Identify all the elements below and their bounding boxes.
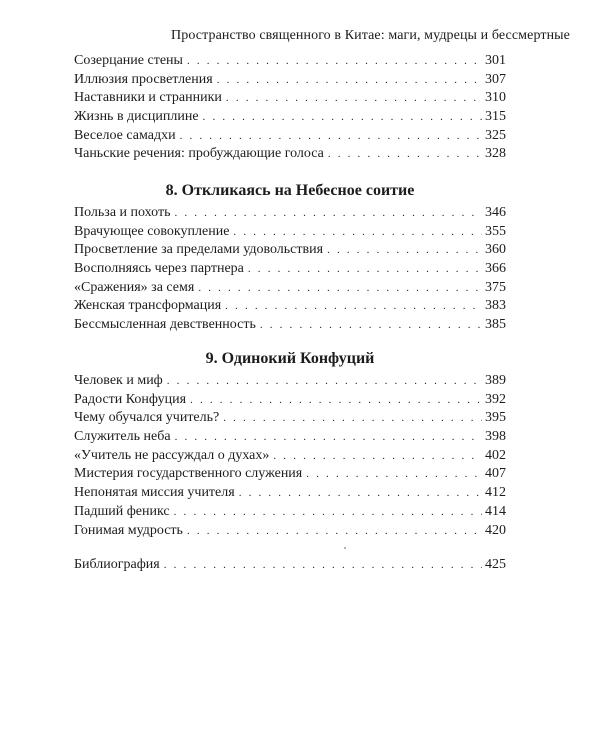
toc-entry-title: Иллюзия просветления [74,71,213,87]
toc-entry-title: Наставники и странники [74,90,222,106]
print-speck [344,547,346,549]
toc-entry-page: 420 [485,522,506,538]
toc-entry-page: 412 [485,485,506,501]
toc-entry[interactable] [74,223,506,242]
toc-entry-page: 355 [485,223,506,239]
toc-entry[interactable] [74,127,506,146]
toc-entry-page: 402 [485,447,506,463]
toc-entry-page: 414 [485,503,506,519]
dot-leader [175,428,482,447]
toc-chapter-8 [74,204,506,335]
dot-leader [327,241,482,260]
dot-leader [203,108,482,127]
dot-leader [187,52,482,71]
toc-entry[interactable] [74,297,506,316]
dot-leader [164,556,482,575]
dot-leader [217,71,482,90]
dot-leader [328,145,482,164]
toc-chapter-9 [74,372,506,540]
toc-entry-page: 375 [485,279,506,295]
toc-entry-title: Служитель неба [74,429,171,445]
dot-leader [198,279,482,298]
toc-entry-page: 360 [485,242,506,258]
toc-entry-page: 398 [485,429,506,445]
dot-leader [225,297,482,316]
toc-entry-title: Непонятая миссия учителя [74,485,235,501]
toc-entry-page: 407 [485,466,506,482]
dot-leader [174,204,482,223]
dot-leader [233,223,482,242]
toc-entry-title: Женская трансформация [74,298,222,314]
dot-leader [248,260,482,279]
toc-entry-title: Просветление за пределами удовольствия [74,242,324,258]
toc-entry[interactable] [74,145,506,164]
running-head: Пространство священного в Китае: маги, мудрецы и бессмертные [171,28,570,43]
toc-entry-title: Падший феникс [74,503,170,519]
toc-entry-title: Человек и миф [74,373,163,388]
dot-leader [180,127,482,146]
toc-entry-title: «Сражения» за семя [74,279,195,295]
toc-entry[interactable] [74,465,506,484]
toc-entry-page: 389 [485,373,506,388]
dot-leader [190,391,482,410]
dot-leader [226,89,482,108]
dot-leader [187,522,482,541]
toc-entry-page: 301 [485,53,506,68]
toc-entry-page: 307 [485,71,506,87]
dot-leader [239,484,482,503]
toc-entry-title: «Учитель не рассуждал о духах» [74,447,270,463]
toc-entry[interactable] [74,391,506,410]
chapter-9-title: 9. Одинокий Конфуций [205,350,375,367]
toc-entry[interactable] [74,484,506,503]
toc-section-continued [74,52,506,164]
toc-entry[interactable] [74,409,506,428]
toc-entry-title: Библиография [74,557,160,572]
toc-entry-page: 315 [485,109,506,125]
toc-entry-page: 385 [485,317,506,333]
toc-entry-bibliography[interactable] [74,556,506,575]
toc-entry-title: Гонимая мудрость [74,522,183,538]
toc-entry-title: Чаньские речения: пробуждающие голоса [74,146,324,162]
toc-entry-title: Жизнь в дисциплине [74,109,199,125]
toc-entry-title: Бессмысленная девственность [74,317,256,333]
toc-entry[interactable] [74,260,506,279]
toc-entry[interactable] [74,241,506,260]
toc-entry[interactable] [74,279,506,298]
toc-entry-page: 425 [485,557,506,572]
toc-entry-title: Чему обучался учитель? [74,410,220,426]
toc-entry-page: 328 [485,146,506,162]
toc-entry[interactable] [74,204,506,223]
toc-entry[interactable] [74,71,506,90]
toc-entry-page: 366 [485,261,506,277]
toc-entry[interactable] [74,108,506,127]
toc-entry[interactable] [74,447,506,466]
toc-entry-page: 310 [485,90,506,106]
toc-entry[interactable] [74,503,506,522]
toc-entry[interactable] [74,522,506,541]
toc-entry-title: Польза и похоть [74,205,171,220]
toc-entry[interactable] [74,89,506,108]
toc-entry[interactable] [74,428,506,447]
toc-entry-page: 392 [485,391,506,407]
dot-leader [306,465,482,484]
dot-leader [273,447,482,466]
toc-entry-title: Радости Конфуция [74,391,187,407]
toc-entry-page: 383 [485,298,506,314]
toc-entry-title: Веселое самадхи [74,127,176,143]
dot-leader [260,316,482,335]
chapter-8-title: 8. Откликаясь на Небесное соитие [165,182,415,199]
toc-entry-title: Мистерия государственного служения [74,466,303,482]
toc-entry[interactable] [74,52,506,71]
dot-leader [167,372,482,391]
toc-entry[interactable] [74,316,506,335]
toc-entry-title: Восполняясь через партнера [74,261,244,277]
toc-entry-title: Врачующее совокупление [74,223,230,239]
dot-leader [223,409,482,428]
dot-leader [174,503,482,522]
toc-entry-page: 325 [485,127,506,143]
toc-entry-page: 395 [485,410,506,426]
toc-entry-page: 346 [485,205,506,220]
toc-entry[interactable] [74,372,506,391]
toc-bibliography [74,556,506,575]
toc-entry-title: Созерцание стены [74,53,183,68]
